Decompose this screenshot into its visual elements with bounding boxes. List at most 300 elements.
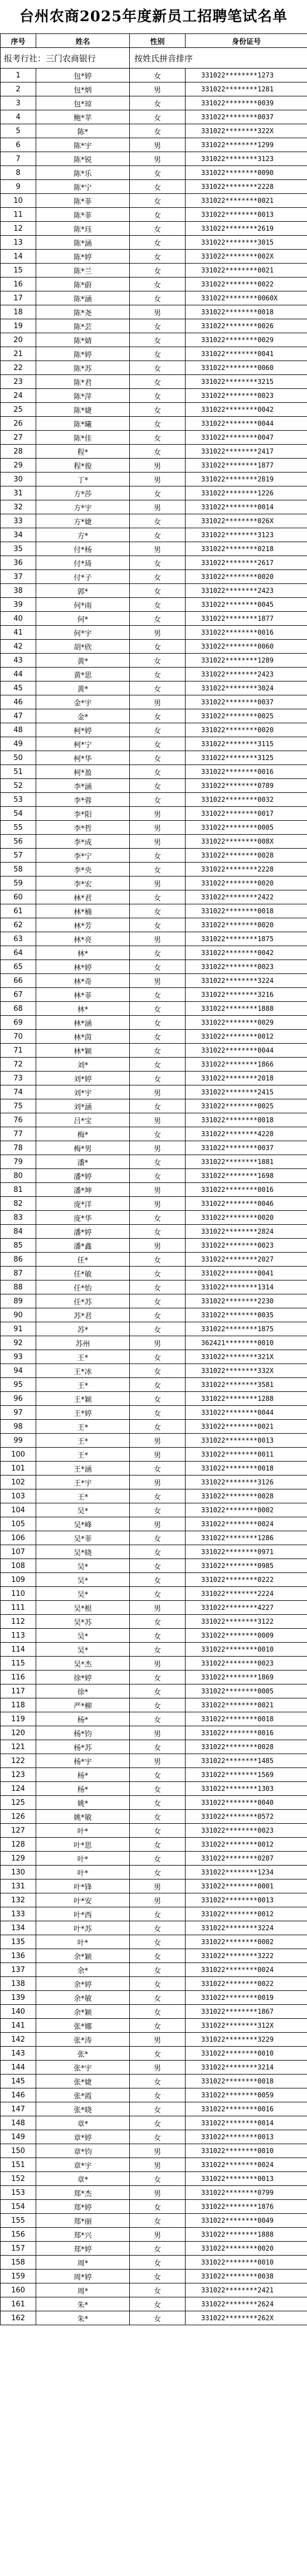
row-name: 包*琼	[36, 96, 130, 110]
row-gender: 男	[130, 821, 186, 835]
table-row	[1, 807, 307, 821]
row-id-number: 331022********4228	[186, 1127, 307, 1141]
row-id-number: 331022********0090	[186, 166, 307, 180]
row-id-number: 331022********0020	[186, 570, 307, 584]
row-gender: 女	[130, 1671, 186, 1684]
row-gender: 女	[130, 431, 186, 445]
table-row	[1, 1211, 307, 1225]
row-name: 周*	[36, 2256, 130, 2270]
row-index: 104	[1, 1503, 36, 1517]
table-row	[1, 2242, 307, 2256]
row-id-number: 331022********0028	[186, 849, 307, 863]
row-gender: 男	[130, 459, 186, 473]
row-id-number: 331022********0013	[186, 2172, 307, 2186]
table-row	[1, 473, 307, 486]
row-gender: 女	[130, 681, 186, 695]
row-id-number: 331022********0023	[186, 1239, 307, 1253]
row-gender: 女	[130, 1462, 186, 1476]
row-id-number: 331022********0207	[186, 1852, 307, 1866]
table-row	[1, 2297, 307, 2311]
row-name: 章*	[36, 2116, 130, 2130]
row-id-number: 331022********0985	[186, 1559, 307, 1573]
table-row	[1, 1796, 307, 1810]
row-name: 吴*根	[36, 1601, 130, 1615]
row-name: 陈*宇	[36, 138, 130, 152]
table-row	[1, 779, 307, 793]
row-id-number: 331022********0042	[186, 946, 307, 960]
row-gender: 女	[130, 1573, 186, 1587]
row-gender: 女	[130, 222, 186, 236]
row-id-number: 331022********0016	[186, 765, 307, 779]
row-id-number: 331022********0023	[186, 1657, 307, 1671]
table-row	[1, 1322, 307, 1336]
row-gender: 男	[130, 626, 186, 640]
row-name: 王*颖	[36, 1392, 130, 1406]
row-id-number: 331022********0013	[186, 2130, 307, 2144]
table-row	[1, 124, 307, 138]
row-name: 郑*婷	[36, 2242, 130, 2256]
row-id-number: 331022********0025	[186, 709, 307, 723]
row-gender: 男	[130, 1726, 186, 1740]
row-gender: 女	[130, 1489, 186, 1503]
header-index: 序号	[1, 34, 36, 48]
table-row	[1, 138, 307, 152]
row-id-number: 331022********0021	[186, 1420, 307, 1434]
row-gender: 女	[130, 1072, 186, 1085]
table-row	[1, 640, 307, 654]
row-gender: 女	[130, 1322, 186, 1336]
row-name: 陈*萍	[36, 389, 130, 403]
row-index: 69	[1, 1016, 36, 1030]
row-name: 吴*	[36, 1587, 130, 1601]
table-row	[1, 2270, 307, 2283]
table-row	[1, 417, 307, 431]
table-row	[1, 375, 307, 389]
row-name: 陈*婷	[36, 347, 130, 361]
table-row	[1, 2158, 307, 2172]
row-name: 黄*思	[36, 668, 130, 681]
row-name: 梅*男	[36, 1141, 130, 1155]
table-row	[1, 1294, 307, 1308]
row-gender: 女	[130, 1016, 186, 1030]
row-id-number: 331022********0035	[186, 1308, 307, 1322]
row-index: 29	[1, 459, 36, 473]
row-id-number: 331022********3123	[186, 528, 307, 542]
table-row	[1, 542, 307, 556]
row-index: 66	[1, 974, 36, 988]
row-id-number: 331022********0046	[186, 1197, 307, 1211]
row-index: 109	[1, 1573, 36, 1587]
row-name: 吴*苏	[36, 1615, 130, 1629]
row-id-number: 331022********1289	[186, 654, 307, 668]
row-gender: 女	[130, 1559, 186, 1573]
row-id-number: 331022********0020	[186, 723, 307, 737]
row-index: 45	[1, 681, 36, 695]
table-row	[1, 918, 307, 932]
row-name: 柯*华	[36, 751, 130, 765]
row-id-number: 331022********0017	[186, 807, 307, 821]
row-index: 136	[1, 1949, 36, 1963]
row-index: 48	[1, 723, 36, 737]
row-name: 方*	[36, 528, 130, 542]
row-name: 林*奇	[36, 974, 130, 988]
table-row	[1, 1336, 307, 1350]
row-index: 93	[1, 1350, 36, 1364]
row-id-number: 331022********0041	[186, 1267, 307, 1280]
row-name: 余*颖	[36, 1949, 130, 1963]
row-name: 程*俊	[36, 459, 130, 473]
row-name: 李*宁	[36, 849, 130, 863]
row-name: 吴*	[36, 1573, 130, 1587]
row-index: 14	[1, 250, 36, 264]
table-row	[1, 333, 307, 347]
row-id-number: 331022********0018	[186, 904, 307, 918]
row-name: 章*钧	[36, 2144, 130, 2158]
table-row	[1, 347, 307, 361]
row-id-number: 331022********1273	[186, 69, 307, 82]
table-row	[1, 2005, 307, 2019]
row-id-number: 331022********0009	[186, 1629, 307, 1643]
row-gender: 男	[130, 2158, 186, 2172]
row-gender: 女	[130, 417, 186, 431]
row-name: 林*亮	[36, 932, 130, 946]
row-id-number: 331022********0023	[186, 1824, 307, 1838]
row-name: 姚*	[36, 1796, 130, 1810]
row-index: 155	[1, 2214, 36, 2228]
row-gender: 男	[130, 2061, 186, 2075]
row-index: 133	[1, 1907, 36, 1921]
table-row	[1, 1824, 307, 1838]
row-gender: 男	[130, 835, 186, 849]
row-gender: 女	[130, 918, 186, 932]
row-index: 9	[1, 180, 36, 194]
row-id-number: 331022********3126	[186, 1476, 307, 1489]
row-id-number: 331022********0005	[186, 821, 307, 835]
row-name: 吴*	[36, 1503, 130, 1517]
row-gender: 男	[130, 1336, 186, 1350]
row-gender: 女	[130, 2270, 186, 2283]
row-index: 159	[1, 2270, 36, 2283]
row-name: 杨*苏	[36, 1740, 130, 1754]
row-name: 林*涵	[36, 1016, 130, 1030]
row-gender: 女	[130, 1587, 186, 1601]
row-id-number: 331022********1485	[186, 1754, 307, 1768]
table-row	[1, 1754, 307, 1768]
table-row	[1, 500, 307, 514]
row-name: 陈*尧	[36, 305, 130, 319]
row-gender: 女	[130, 1169, 186, 1183]
row-gender: 女	[130, 1225, 186, 1239]
row-name: 包*炳	[36, 82, 130, 96]
row-name: 郑*兴	[36, 2228, 130, 2242]
row-id-number: 331022********0020	[186, 2242, 307, 2256]
row-gender: 女	[130, 654, 186, 668]
row-index: 157	[1, 2242, 36, 2256]
candidate-table	[0, 33, 307, 2325]
row-id-number: 331022********0044	[186, 417, 307, 431]
row-index: 42	[1, 640, 36, 654]
row-name: 余*婷	[36, 1977, 130, 1991]
row-gender: 女	[130, 1810, 186, 1824]
table-row	[1, 2256, 307, 2270]
header-id-number: 身份证号	[186, 34, 307, 48]
row-index: 33	[1, 514, 36, 528]
row-id-number: 331022********0037	[186, 695, 307, 709]
table-row	[1, 2186, 307, 2200]
row-id-number: 331022********3229	[186, 2033, 307, 2047]
row-name: 吴*杰	[36, 1657, 130, 1671]
row-name: 陈*婕	[36, 403, 130, 417]
row-index: 102	[1, 1476, 36, 1489]
table-row	[1, 2144, 307, 2158]
row-index: 95	[1, 1378, 36, 1392]
row-id-number: 331022********0021	[186, 1698, 307, 1712]
row-id-number: 331022********2018	[186, 1072, 307, 1085]
row-name: 何*宇	[36, 626, 130, 640]
table-row	[1, 863, 307, 876]
table-row	[1, 445, 307, 459]
row-gender: 女	[130, 1350, 186, 1364]
row-gender: 女	[130, 1378, 186, 1392]
row-name: 李*蓉	[36, 793, 130, 807]
table-row	[1, 1099, 307, 1113]
row-index: 156	[1, 2228, 36, 2242]
row-id-number: 331022********0026	[186, 319, 307, 333]
row-name: 张*娜	[36, 2019, 130, 2033]
row-name: 苏*君	[36, 1308, 130, 1322]
row-index: 62	[1, 918, 36, 932]
header-gender: 性别	[130, 34, 186, 48]
row-name: 章*婷	[36, 2130, 130, 2144]
row-name: 陈*芸	[36, 319, 130, 333]
row-index: 110	[1, 1587, 36, 1601]
table-row	[1, 1963, 307, 1977]
row-index: 122	[1, 1754, 36, 1768]
table-row	[1, 1601, 307, 1615]
row-index: 88	[1, 1280, 36, 1294]
table-row	[1, 1768, 307, 1782]
row-gender: 男	[130, 876, 186, 890]
table-row	[1, 2102, 307, 2116]
row-gender: 男	[130, 932, 186, 946]
row-gender: 女	[130, 2019, 186, 2033]
row-index: 86	[1, 1253, 36, 1267]
row-index: 99	[1, 1434, 36, 1448]
row-id-number: 331022********0018	[186, 1462, 307, 1476]
table-row	[1, 1378, 307, 1392]
row-index: 128	[1, 1838, 36, 1852]
row-id-number: 331022********0013	[186, 1893, 307, 1907]
row-name: 陈*乐	[36, 166, 130, 180]
row-id-number: 331022********2417	[186, 445, 307, 459]
row-name: 庞*华	[36, 1211, 130, 1225]
row-index: 139	[1, 1991, 36, 2005]
row-id-number: 331022********1888	[186, 1002, 307, 1016]
row-id-number: 331022********0018	[186, 1113, 307, 1127]
table-row	[1, 222, 307, 236]
row-index: 101	[1, 1462, 36, 1476]
row-id-number: 331022********2228	[186, 180, 307, 194]
row-index: 31	[1, 486, 36, 500]
table-row	[1, 876, 307, 890]
table-row	[1, 709, 307, 723]
row-gender: 女	[130, 1921, 186, 1935]
table-row	[1, 1141, 307, 1155]
row-name: 王*	[36, 1420, 130, 1434]
row-name: 李*涵	[36, 779, 130, 793]
table-row	[1, 1420, 307, 1434]
row-id-number: 331022********0010	[186, 2256, 307, 2270]
row-name: 丁*	[36, 473, 130, 486]
row-id-number: 331022********322X	[186, 124, 307, 138]
row-index: 20	[1, 333, 36, 347]
row-name: 林*芳	[36, 918, 130, 932]
row-id-number: 331022********262X	[186, 2311, 307, 2325]
row-name: 陈*兰	[36, 264, 130, 277]
row-index: 59	[1, 876, 36, 890]
row-name: 杨*	[36, 1782, 130, 1796]
row-id-number: 331022********3024	[186, 681, 307, 695]
row-index: 60	[1, 890, 36, 904]
row-index: 37	[1, 570, 36, 584]
table-row	[1, 974, 307, 988]
row-gender: 男	[130, 1657, 186, 1671]
table-row	[1, 96, 307, 110]
table-row	[1, 1893, 307, 1907]
row-name: 陈*菲	[36, 194, 130, 208]
table-row	[1, 69, 307, 82]
row-name: 王*涵	[36, 1462, 130, 1476]
row-id-number: 331022********0010	[186, 1643, 307, 1657]
row-gender: 女	[130, 291, 186, 305]
row-id-number: 331022********0042	[186, 403, 307, 417]
table-row	[1, 988, 307, 1002]
row-gender: 女	[130, 2200, 186, 2214]
row-id-number: 331022********1875	[186, 1322, 307, 1336]
table-row	[1, 751, 307, 765]
table-row	[1, 1308, 307, 1322]
row-id-number: 331022********1226	[186, 486, 307, 500]
row-gender: 男	[130, 2033, 186, 2047]
row-index: 18	[1, 305, 36, 319]
row-id-number: 331022********1314	[186, 1280, 307, 1294]
row-index: 2	[1, 82, 36, 96]
row-id-number: 331022********1877	[186, 459, 307, 473]
row-id-number: 331022********2624	[186, 2297, 307, 2311]
row-index: 6	[1, 138, 36, 152]
row-index: 134	[1, 1921, 36, 1935]
row-gender: 女	[130, 709, 186, 723]
row-gender: 女	[130, 640, 186, 654]
row-id-number: 331022********0014	[186, 2116, 307, 2130]
table-row	[1, 1225, 307, 1239]
table-row	[1, 1183, 307, 1197]
table-row	[1, 835, 307, 849]
row-index: 108	[1, 1559, 36, 1573]
row-name: 陈*菲	[36, 208, 130, 222]
table-row	[1, 1907, 307, 1921]
row-gender: 女	[130, 2311, 186, 2325]
row-gender: 女	[130, 124, 186, 138]
row-gender: 女	[130, 333, 186, 347]
row-gender: 女	[130, 598, 186, 612]
row-index: 116	[1, 1671, 36, 1684]
row-id-number: 331022********0002	[186, 1935, 307, 1949]
row-gender: 女	[130, 1643, 186, 1657]
row-name: 王*	[36, 1350, 130, 1364]
table-row	[1, 1392, 307, 1406]
row-index: 126	[1, 1810, 36, 1824]
row-id-number: 331022********1299	[186, 138, 307, 152]
row-gender: 男	[130, 1517, 186, 1531]
row-id-number: 331022********0014	[186, 500, 307, 514]
table-row	[1, 110, 307, 124]
row-gender: 女	[130, 2130, 186, 2144]
row-gender: 女	[130, 96, 186, 110]
row-index: 89	[1, 1294, 36, 1308]
row-name: 林*君	[36, 890, 130, 904]
table-row	[1, 236, 307, 250]
table-row	[1, 459, 307, 473]
row-index: 117	[1, 1684, 36, 1698]
row-index: 145	[1, 2075, 36, 2088]
row-index: 5	[1, 124, 36, 138]
row-index: 103	[1, 1489, 36, 1503]
row-index: 47	[1, 709, 36, 723]
row-gender: 男	[130, 305, 186, 319]
table-row	[1, 1072, 307, 1085]
row-index: 161	[1, 2297, 36, 2311]
row-name: 朱*	[36, 2297, 130, 2311]
row-name: 林*菲	[36, 988, 130, 1002]
row-gender: 女	[130, 1002, 186, 1016]
row-id-number: 331022********0044	[186, 1406, 307, 1420]
row-id-number: 331022********3581	[186, 1378, 307, 1392]
row-index: 160	[1, 2283, 36, 2297]
row-name: 叶*思	[36, 1838, 130, 1852]
table-row	[1, 793, 307, 807]
row-index: 51	[1, 765, 36, 779]
table-row	[1, 1671, 307, 1684]
row-id-number: 331022********1875	[186, 932, 307, 946]
row-gender: 男	[130, 82, 186, 96]
table-row	[1, 180, 307, 194]
row-id-number: 331022********1876	[186, 2200, 307, 2214]
row-index: 74	[1, 1085, 36, 1099]
row-gender: 女	[130, 668, 186, 681]
row-name: 王*宇	[36, 1476, 130, 1489]
row-id-number: 331022********3215	[186, 375, 307, 389]
row-name: 潘*	[36, 1155, 130, 1169]
row-name: 柯*盈	[36, 765, 130, 779]
row-index: 151	[1, 2158, 36, 2172]
table-row	[1, 765, 307, 779]
row-gender: 男	[130, 1601, 186, 1615]
row-gender: 女	[130, 1545, 186, 1559]
table-row	[1, 695, 307, 709]
table-row	[1, 208, 307, 222]
row-index: 114	[1, 1643, 36, 1657]
row-gender: 女	[130, 1712, 186, 1726]
row-index: 141	[1, 2019, 36, 2033]
row-gender: 女	[130, 1211, 186, 1225]
row-id-number: 331022********0037	[186, 1141, 307, 1155]
row-name: 章*宇	[36, 2158, 130, 2172]
row-name: 李*成	[36, 835, 130, 849]
row-id-number: 331022********1877	[186, 612, 307, 626]
row-name: 胡*欣	[36, 640, 130, 654]
table-row	[1, 2088, 307, 2102]
